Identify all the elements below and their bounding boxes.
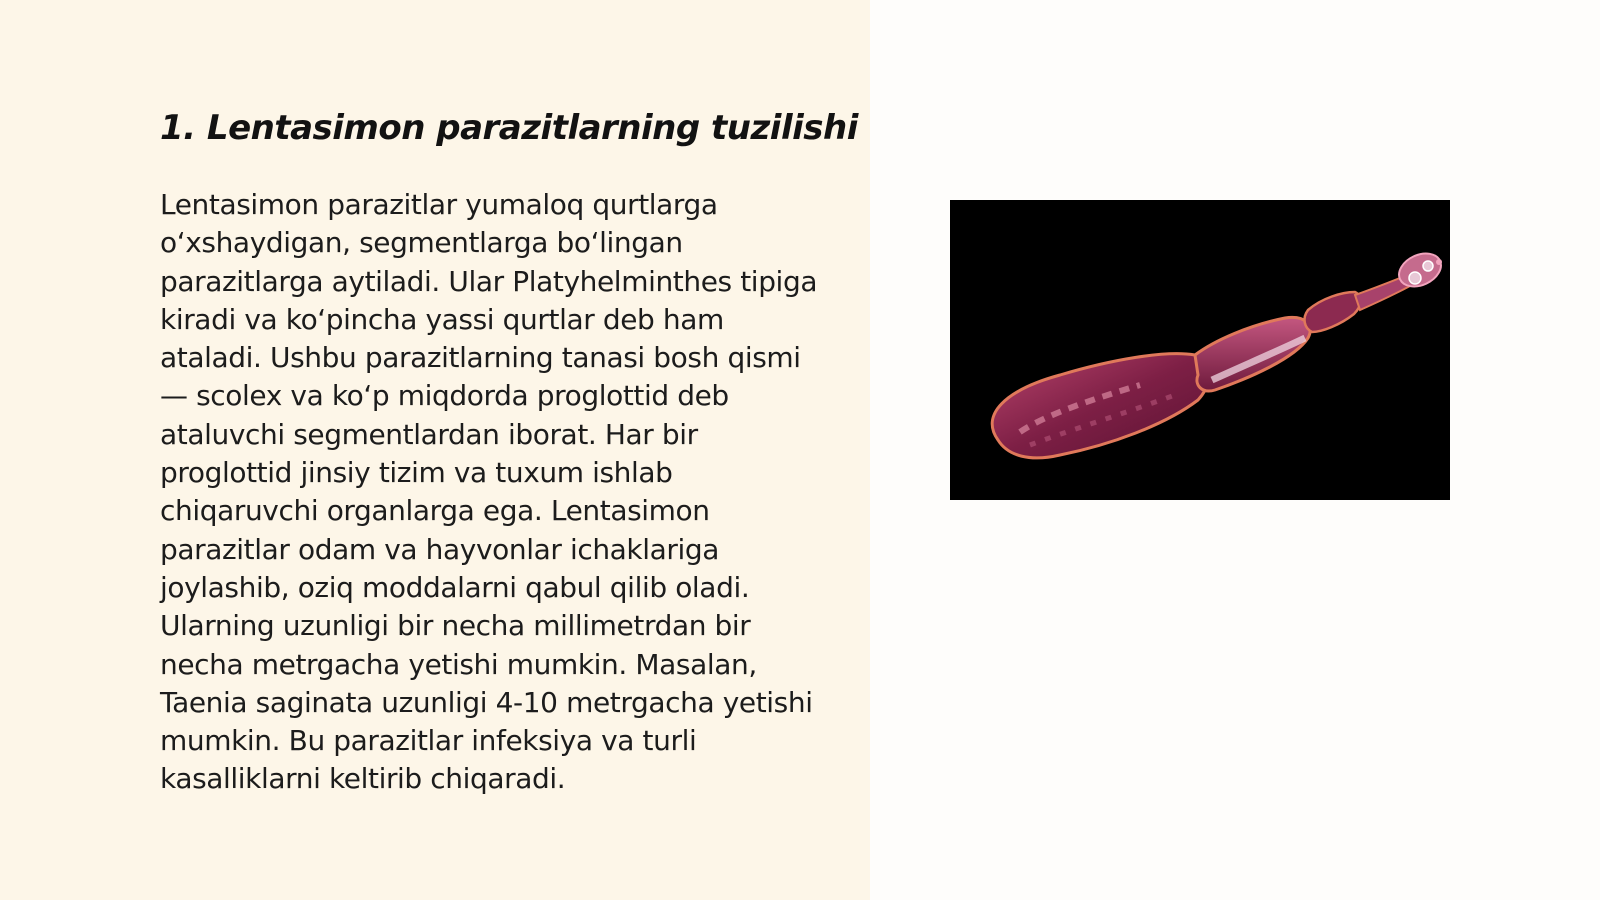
tapeworm-illustration-icon — [950, 200, 1450, 500]
slide-title: 1. Lentasimon parazitlarning tuzilishi — [160, 108, 858, 148]
tapeworm-image — [950, 200, 1450, 500]
slide-body-text: Lentasimon parazitlar yumaloq qurtlarga o‘xshaydigan, segmentlarga bo‘lingan parazitlarga aytiladi. Ular Platyhelminthes tipiga kiradi va ko‘pincha yassi qurtlar deb ham ataladi. Ushbu parazitlarning tanasi bosh qismi — scolex va ko‘p miqdorda proglottid deb ataluvchi segmentlardan iborat. Har bir proglottid jinsiy tizim va tuxum ishlab chiqaruvchi organlarga ega. Lentasimon parazitlar odam va hayvonlar ichaklariga joylashib, oziq moddalarni qabul qilib oladi. Ularning uzunligi bir necha millimetrdan bir necha metrgacha yetishi mumkin. Masalan, Taenia saginata uzunligi 4-10 metrgacha yetishi mumkin. Bu parazitlar infeksiya va turli kasalliklarni keltirib chiqaradi. — [160, 188, 818, 796]
